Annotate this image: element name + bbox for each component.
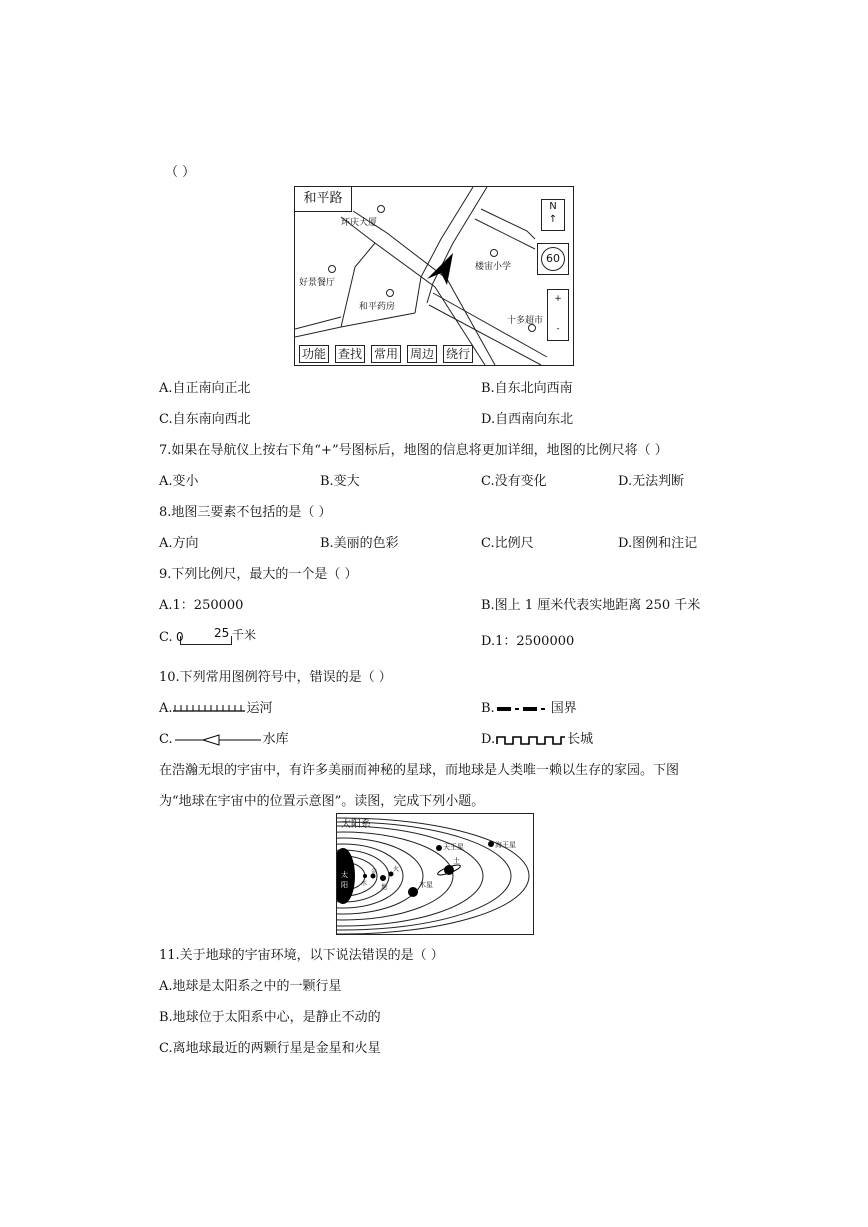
option-d[interactable] bbox=[481, 728, 593, 747]
search-button[interactable]: 查找 bbox=[335, 345, 365, 363]
legend-label: 国界 bbox=[550, 701, 577, 716]
place-label: 好景餐厅 bbox=[299, 278, 336, 288]
option-a[interactable]: A.地球是太阳系之中的一颗行星 bbox=[159, 979, 342, 994]
option-letter: D. bbox=[481, 732, 496, 747]
navigation-map bbox=[294, 186, 574, 366]
option-b[interactable]: B.地球位于太阳系中心，是静止不动的 bbox=[159, 1010, 381, 1025]
map-roads bbox=[295, 187, 573, 365]
border-symbol-icon bbox=[495, 703, 551, 715]
scale-value: 25 bbox=[214, 626, 230, 640]
option-letter: A. bbox=[159, 701, 173, 716]
scale-bar bbox=[176, 624, 266, 648]
option-b[interactable] bbox=[481, 697, 577, 716]
planet-label: 天王星 bbox=[443, 843, 464, 851]
planet-label: 木星 bbox=[419, 881, 433, 889]
function-button[interactable]: 功能 bbox=[299, 345, 329, 363]
planet-label: 金 bbox=[371, 868, 378, 875]
zoom-control[interactable] bbox=[547, 289, 569, 341]
option-c[interactable]: C.比例尺 bbox=[481, 536, 534, 551]
sun-label: 太 bbox=[341, 871, 348, 879]
place-label: 环庆大厦 bbox=[341, 218, 378, 228]
question-8-stem: 8.地图三要素不包括的是（ ） bbox=[159, 505, 332, 520]
option-letter: B. bbox=[481, 701, 495, 716]
option-d[interactable]: D.1：2500000 bbox=[481, 634, 575, 649]
canal-symbol-icon bbox=[173, 703, 247, 715]
great-wall-symbol-icon bbox=[495, 734, 567, 746]
option-b[interactable]: B.自东北向西南 bbox=[481, 381, 573, 396]
planet-label: 海王星 bbox=[495, 841, 516, 849]
zoom-out-icon[interactable]: - bbox=[556, 324, 560, 334]
option-c[interactable]: C.自东南向西北 bbox=[159, 412, 251, 427]
detour-button[interactable]: 绕行 bbox=[443, 345, 473, 363]
option-c[interactable]: C. bbox=[159, 630, 173, 645]
option-d[interactable]: D.无法判断 bbox=[618, 474, 685, 489]
passage-line: 为“地球在宇宙中的位置示意图”。读图，完成下列小题。 bbox=[159, 794, 485, 809]
option-c[interactable]: C.离地球最近的两颗行星是金星和火星 bbox=[159, 1041, 381, 1056]
planet-label: 土 bbox=[453, 857, 460, 865]
option-letter: C. bbox=[159, 732, 173, 747]
option-a[interactable]: A.变小 bbox=[159, 474, 199, 489]
option-a[interactable]: A.自正南向正北 bbox=[159, 381, 251, 396]
speed-limit-icon bbox=[537, 243, 569, 275]
question-9-stem: 9.下列比例尺，最大的一个是（ ） bbox=[159, 567, 358, 582]
common-button[interactable]: 常用 bbox=[371, 345, 401, 363]
option-d[interactable]: D.图例和注记 bbox=[618, 536, 698, 551]
solar-orbits bbox=[337, 814, 533, 934]
road-label: 和平路 bbox=[295, 187, 352, 212]
planet-label: 地 bbox=[381, 884, 388, 891]
scale-unit: 千米 bbox=[232, 628, 257, 642]
diagram-title: 太阳系 bbox=[341, 819, 371, 830]
option-b[interactable]: B.图上 1 厘米代表实地距离 250 千米 bbox=[481, 598, 701, 613]
reservoir-symbol-icon bbox=[173, 734, 263, 746]
speed-value: 60 bbox=[541, 247, 565, 271]
place-label: 十多超市 bbox=[507, 316, 544, 326]
place-label: 和平药房 bbox=[359, 302, 396, 312]
option-d[interactable]: D.自西南向东北 bbox=[481, 412, 574, 427]
legend-label: 长城 bbox=[567, 732, 594, 747]
option-b[interactable]: B.变大 bbox=[320, 474, 360, 489]
option-a[interactable]: A.方向 bbox=[159, 536, 199, 551]
legend-label: 运河 bbox=[246, 701, 273, 716]
north-label: N bbox=[549, 201, 557, 212]
option-c[interactable] bbox=[159, 728, 289, 747]
planet-label: 火 bbox=[393, 866, 400, 873]
legend-label: 水库 bbox=[262, 732, 289, 747]
option-b[interactable]: B.美丽的色彩 bbox=[320, 536, 399, 551]
planet-label: 水 bbox=[361, 880, 368, 887]
north-icon: N ↑ bbox=[541, 199, 565, 231]
place-label: 楼宙小学 bbox=[475, 262, 512, 272]
answer-paren: （ ） bbox=[165, 165, 196, 180]
question-10-stem: 10.下列常用图例符号中，错误的是（ ） bbox=[159, 670, 392, 685]
solar-system-diagram bbox=[336, 813, 534, 935]
option-a[interactable]: A.1：250000 bbox=[159, 598, 244, 613]
sun-label: 阳 bbox=[341, 881, 348, 889]
nearby-button[interactable]: 周边 bbox=[407, 345, 437, 363]
zoom-in-icon[interactable]: + bbox=[554, 294, 562, 304]
question-7-stem: 7.如果在导航仪上按右下角“+”号图标后，地图的信息将更加详细，地图的比例尺将（ ） bbox=[159, 443, 668, 458]
question-11-stem: 11.关于地球的宇宙环境，以下说法错误的是（ ） bbox=[159, 948, 444, 963]
option-a[interactable] bbox=[159, 697, 273, 716]
scale-zero: 0 bbox=[176, 630, 184, 644]
passage-line: 在浩瀚无垠的宇宙中，有许多美丽而神秘的星球，而地球是人类唯一赖以生存的家园。下图 bbox=[159, 763, 680, 778]
option-c[interactable]: C.没有变化 bbox=[481, 474, 547, 489]
